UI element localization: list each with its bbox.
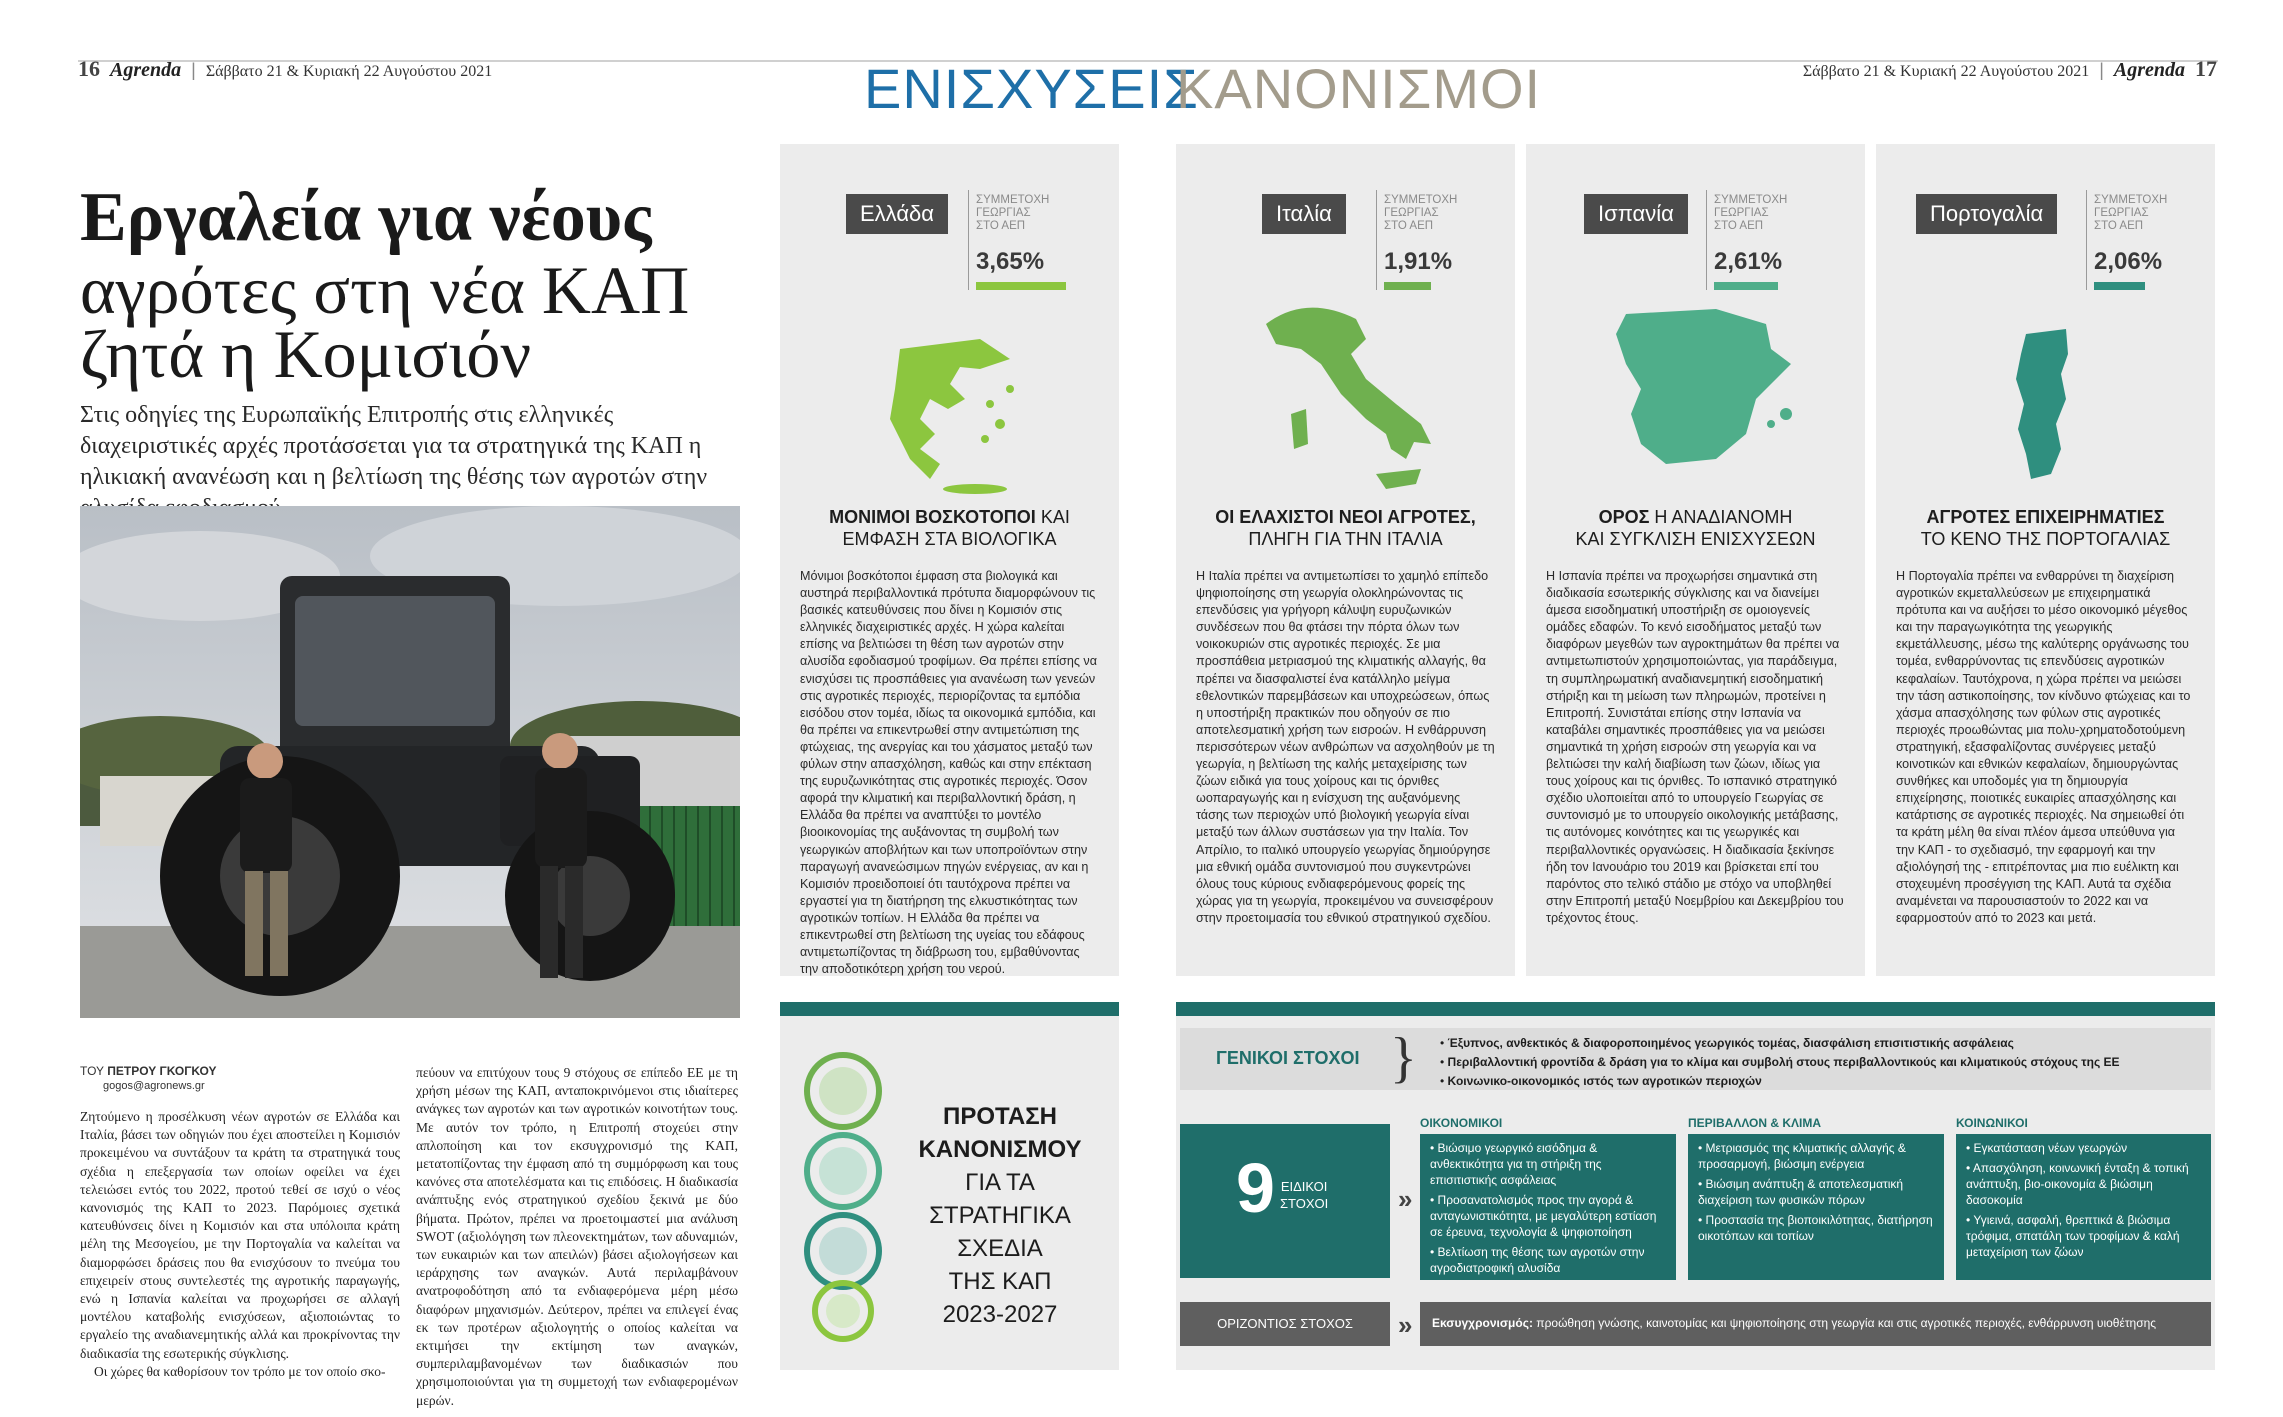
general-goal-item: • Έξυπνος, ανθεκτικός & διαφοροποιημένος γεωργικός τομέας, διασφάλιση επισιτιστικής ασφάλειας [1440,1036,2014,1050]
col-box-social [1956,1134,2211,1280]
badge-divider [2086,190,2087,290]
share-label [976,194,1049,233]
masthead-right: Agrenda [2113,59,2185,81]
panel-text-greece: Μόνιμοι βοσκότοποι έμφαση στα βιολογικά και αυστηρά περιβαλλοντικά πρότυπα διαμορφώνουν τις βασικές κατευθύνσεις που δίνει η Κομισιόν στις ελληνικές διαχειριστικές αρχές. Η χώρα καλείται επίσης να βελτιώσει τη θέση των αγροτών στην αλυσίδα εφοδιασμού τροφίμων. Θα πρέπει επίσης να ενισχύσει τις προσπάθειες για ανανέωση των γενεών στις αγροτικές περιοχές, περιορίζοντας τα εμπόδια εισόδου στον τομέα, ιδίως τα οικονομικά εμπόδια, και θα πρέπει να επικεντρωθεί στην αντιμετώπιση της φτώχειας, της ανεργίας και του χάσματος μεταξύ των φύλων στην απασχόληση, καθώς και στην επέκταση της ευρυζωνικότητας στις αγροτικές περιοχές. Όσον αφορά την κλιματική και περιβαλλοντική δράση, η Ελλάδα θα πρέπει να αναπτύξει το μοντέλο βιοοικονομίας της αυξάνοντας τη συμβολή των γεωργικών αποβλήτων και των υποπροϊόντων στην παραγωγή ανανεώσιμων πηγών ενέργειας, αν και η Κομισιόν προειδοποιεί ότι ταυτόχρονα πρέπει να εργαστεί για τη διατήρηση της ελκυστικότητας των αγροτικών τοπίων. Η Ελλάδα θα πρέπει να επικεντρωθεί στη βελτίωση της υγείας του εδάφους αντιμετωπίζοντας τη διάβρωση του, εμβαθύνοντας την αποδοτικότερη χρήση του νερού. [800,569,1097,977]
panel-title-rest: Η ΑΝΑΔΙΑΝΟΜΗ [1649,507,1793,527]
left-page-header [78,56,492,82]
general-goal-item: • Κοινωνικο-οικονομικός ιστός των αγροτικών περιοχών [1440,1074,1762,1088]
byline-name: ΠΕΤΡΟΥ ΓΚΟΓΚΟΥ [107,1064,217,1078]
date-right: Σάββατο 21 & Κυριακή 22 Αυγούστου 2021 [1802,63,2090,80]
share-label-line-1: ΣΥΜΜΕΤΟΧΗ [976,194,1050,206]
proposal-box [780,1016,1119,1370]
share-bar-portugal [2094,282,2145,290]
share-bar-spain [1714,282,1778,290]
col-label-social: ΚΟΙΝΩΝΙΚΟΙ [1956,1116,2028,1130]
specific-goals-label [1280,1178,1328,1212]
proposal-title-line-7: 2023-2027 [942,1301,1058,1328]
proposal-title-line-4: ΣΤΡΑΤΗΓΙΚΑ [929,1202,1071,1229]
article-paragraph-2: Οι χώρες θα καθορίσουν τον τρόπο με τον οποίο σκο- [94,1363,386,1379]
col-label-environment: ΠΕΡΙΒΑΛΛΟΝ & ΚΛΙΜΑ [1688,1116,1822,1130]
goal-item-text: Βελτίωση της θέσης των αγροτών στην αγροδιατροφική αλυσίδα [1430,1245,1645,1275]
panel-title-bold: ΟΡΟΣ [1598,507,1650,527]
proposal-title-line-2: ΚΑΝΟΝΙΣΜΟΥ [918,1136,1082,1163]
brace-icon: } [1390,1027,1417,1089]
horizontal-goal-text [1432,1316,2202,1330]
right-page-header [1803,56,2217,82]
article-column-2: πεύουν να επιτύχουν τους 9 στόχους σε επίπεδο ΕΕ με τη χρήση μέσων της ΚΑΠ, ανταποκρινόμενοι στις ιδιαίτερες ανάγκες των αγροτών και των αγροτικών κοινοτήτων τους. Με αυτόν τον τρόπο, η Επιτροπή στοχεύει στην απλοποίηση και τον εκσυγχρονισμό της ΚΑΠ, μετατοπίζοντας την έμφαση από τη συμμόρφωση και τους κανόνες στα αποτελέσματα και τις επιδόσεις. Η διαδικασία ανάπτυξης ενός στρατηγικού σχεδίου ξεκινά με δύο βήματα. Πρώτον, πρέπει να προετοιμαστεί μια ανάλυση SWOT (αξιολόγηση των πλεονεκτημάτων, των αδυναμιών, των ευκαιριών και των απειλών) βάσει αξιολογήσεων και ιεράρχησης των αναγκών. Αυτά περιλαμβάνουν ανατροφοδότηση από τα ενδιαφερόμενα μέρη μέσω διαφόρων μηχανισμών. Δεύτερον, πρέπει να επιλεγεί ένας εκ των προτέρων αξιολογητής ο οποίος καλείται να εκτιμήσει την εκτίμηση των αναγκών, συμπεριλαμβανομένων των διαδικασιών που χρησιμοποιούνται για τη συμμετοχή των ενδιαφερομένων μερών. [416,1065,738,1408]
general-goal-text: Περιβαλλοντική φροντίδα & δράση για το κλίμα και συμβολή στους περιβαλλοντικούς και κλιματικούς στόχους της ΕΕ [1447,1055,2120,1069]
panel-spain [1526,144,1865,976]
horizontal-goal-bold: Εκσυγχρονισμός: [1432,1316,1533,1330]
proposal-title-line-1: ΠΡΟΤΑΣΗ [943,1103,1057,1130]
headline-line-2: αγρότες στη νέα ΚΑΠ [80,252,690,328]
panel-title-portugal [1876,506,2215,550]
share-label [2094,194,2167,233]
panel-title-line-2: ΤΟ ΚΕΝΟ ΤΗΣ ΠΟΡΤΟΓΑΛΙΑΣ [1920,529,2171,549]
tractor-photo-illustration [80,506,740,1018]
article-column-1 [80,1108,400,1381]
byline-prefix: ΤΟΥ [80,1064,104,1078]
article-lede: Στις οδηγίες της Ευρωπαϊκής Επιτροπής στις ελληνικές διαχειριστικές αρχές προτάσσεται για τα στρατηγικά της ΚΑΠ η ηλικιακή ανανέωση και η βελτίωση της θέσης των αγροτών στην [80,402,708,490]
goal-item: • Υγιεινά, ασφαλή, θρεπτικά & βιώσιμα τρόφιμα, σπατάλη των τροφίμων & καλή μεταχείριση των ζώων [1966,1213,2180,1259]
share-label-line-3: ΣΤΟ ΑΕΠ [1384,220,1434,232]
share-value-spain: 2,61% [1714,248,1783,275]
horizontal-goal-rest: προώθηση γνώσης, καινοτομίας και ψηφιοποίησης στη γεωργία και στις αγροτικές περιοχές, ενθάρρυνση υιοθέτησης [1532,1316,2157,1330]
date-left: Σάββατο 21 & Κυριακή 22 Αυγούστου 2021 [205,63,493,80]
section-title-kanonismoi: ΚΑΝΟΝΙΣΜΟΙ [1176,57,1542,120]
col-box-economic [1420,1134,1676,1280]
share-label-line-2: ΓΕΩΡΓΙΑΣ [1714,207,1769,219]
goal-item: • Προσανατολισμός προς την αγορά & ανταγωνιστικότητα, με μεγαλύτερη εστίαση σε έρευνα, τεχνολογία & ψηφιοποίηση [1430,1193,1657,1239]
goals-box [1176,1016,2215,1370]
panel-title-italy [1176,506,1515,550]
goal-item: • Απασχόληση, κοινωνική ένταξη & τοπική ανάπτυξη, βιο-οικονομία & βιώσιμη δασοκομία [1966,1161,2189,1207]
article-paragraph-1: Ζητούμενο η προσέλκυση νέων αγροτών σε Ελλάδα και Ιταλία, βάσει των οδηγιών που έχει αποστείλει η Κομισιόν προκειμένου να συντάξουν τα κράτη τα στρατηγικά τους σχέδια η επεξεργασία των οποίων οφείλει να έχει τελειώσει εντός του 2022, προτού τεθεί σε ισχύ ο νέος κανονισμός της ΚΑΠ το 2023. Παρόμοιες σχετικά κατευθύνσεις δίνει η Κομισιόν και στα υπόλοιπα κράτη μέλη της Μεσογείου, με την Πορτογαλία να καλείται να διαμορφώσει δράσεις που θα ενισχύσουν το πνεύμα του επιχειρείν στους συντελεστές της αγροτικής παραγωγής, ενώ η Ισπανία καλείται να προχωρήσει σε αλλαγή μοντέλου καταβολής ενισχύσεων, αξιοποιώντας το εργαλείο της αναδιανεμητικής αλλά και προκρίνοντας την διαδικασία της εσωτερικής σύγκλισης. [80,1109,400,1361]
general-goals-list [1440,1034,2200,1091]
headline-bold: Εργαλεία για νέους [80,179,652,256]
panel-text-spain: Η Ισπανία πρέπει να προχωρήσει σημαντικά στη διαδικασία εσωτερικής σύγκλισης και να διανείμει άμεσα εισοδηματική υποστήριξη σε ομοιογενείς ομάδες εδαφών. Το κενό εισοδήματος μεταξύ των διαφόρων μεγεθών των αγροκτημάτων θα πρέπει να αντιμετωπιστούν χρησιμοποιώντας, για παράδειγμα, τη συμπληρωματική αναδιανεμητική εισοδηματική στήριξη και τη μείωση των πληρωμών, προτείνει η Επιτροπή. Συνιστάται επίσης στην Ισπανία να καταβάλει σημαντικές προσπάθειες για να μειώσει σημαντικά τη χρήση εισροών στη γεωργία και να βελτιώσει την καλή διαβίωση των ζώων, ιδίως για τους χοίρους και τις όρνιθες. Το ισπανικό στρατηγικό σχέδιο υλοποιείται από το υπουργείο Γεωργίας σε συντονισμό με το υπουργείο οικολογικής μετάβασης, τις αυτόνομες κοινότητες και τις γεωργικές και περιβαλλοντικές οργανώσεις. Η διαδικασία ξεκίνησε ήδη τον Ιανουάριο του 2019 και βρίσκεται επί του παρόντος στο τελικό στάδιο με στόχο να υποβληθεί στην Επιτροπή μεταξύ Νοεμβρίου και Δεκεμβρίου του τρέχοντος έτους. [1546,569,1844,925]
goal-item: • Βελτίωση της θέσης των αγροτών στην αγροδιατροφική αλυσίδα [1430,1245,1645,1275]
goal-item: • Προστασία της βιοποικιλότητας, διατήρηση οικοτόπων και τοπίων [1698,1213,1933,1243]
share-label-line-1: ΣΥΜΜΕΤΟΧΗ [2094,194,2168,206]
proposal-title [900,1100,1100,1331]
general-goals-label: ΓΕΝΙΚΟΙ ΣΤΟΧΟΙ [1216,1048,1360,1068]
share-label-line-2: ΓΕΩΡΓΙΑΣ [2094,207,2149,219]
share-label [1714,194,1787,233]
share-label-line-1: ΣΥΜΜΕΤΟΧΗ [1384,194,1458,206]
share-label-line-3: ΣΤΟ ΑΕΠ [1714,220,1764,232]
share-label-line-2: ΓΕΩΡΓΙΑΣ [976,207,1031,219]
proposal-title-line-6: ΤΗΣ ΚΑΠ [948,1268,1052,1295]
header-separator: | [2099,60,2104,80]
byline [80,1064,217,1078]
goal-item-text: Βιώσιμη ανάπτυξη & αποτελεσματική διαχείριση των φυσικών πόρων [1698,1177,1904,1207]
country-badge-portugal: Πορτογαλία [1916,194,2057,234]
panel-title-line-2: ΚΑΙ ΣΥΓΚΛΙΣΗ ΕΝΙΣΧΥΣΕΩΝ [1575,529,1816,549]
goal-item: • Βιώσιμο γεωργικό εισόδημα & ανθεκτικότητα για τη στήριξη της επισιτιστικής ασφάλειας [1430,1141,1602,1187]
goal-item: • Εγκατάσταση νέων γεωργών [1966,1141,2128,1155]
goal-item: • Μετριασμός της κλιματικής αλλαγής & προσαρμογή, βιώσιμη ενέργεια [1698,1141,1906,1171]
goals-top-bar [1176,1002,2215,1016]
proposal-title-line-5: ΣΧΕΔΙΑ [957,1235,1043,1262]
section-title-enischyseis: ΕΝΙΣΧΥΣΕΙΣ [864,57,1199,120]
goal-item-text: Προσανατολισμός προς την αγορά & ανταγωνιστικότητα, με μεγαλύτερη εστίαση σε έρευνα, τεχνολογία & ψηφιοποίηση [1430,1193,1657,1239]
map-spain-icon [1596,294,1806,484]
specific-goals-label-2: ΣΤΟΧΟΙ [1280,1196,1329,1211]
country-badge-greece: Ελλάδα [846,194,948,234]
masthead-left: Agrenda [110,59,182,81]
panel-title-rest: ΚΑΙ [1035,507,1070,527]
panel-title-bold: ΑΓΡΟΤΕΣ ΕΠΙΧΕΙΡΗΜΑΤΙΕΣ [1926,507,2165,527]
page-number-right: 17 [2195,56,2217,81]
goal-item-text: Βιώσιμο γεωργικό εισόδημα & ανθεκτικότητα για τη στήριξη της επισιτιστικής ασφάλειας [1430,1141,1602,1187]
col-label-economic: ΟΙΚΟΝΟΜΙΚΟΙ [1420,1116,1503,1130]
badge-divider [1376,190,1377,290]
map-greece-icon [860,329,1040,499]
panel-title-bold: ΜΟΝΙΜΟΙ ΒΟΣΚΟΤΟΠΟΙ [829,507,1036,527]
panel-greece [780,144,1119,976]
share-label-line-3: ΣΤΟ ΑΕΠ [2094,220,2144,232]
article-photo [80,506,740,1018]
share-value-italy: 1,91% [1384,248,1453,275]
proposal-top-bar [780,1002,1119,1016]
goal-item-text: Απασχόληση, κοινωνική ένταξη & τοπική ανάπτυξη, βιο-οικονομία & βιώσιμη δασοκομία [1966,1161,2189,1207]
byline-email: gogos@agronews.gr [103,1080,205,1092]
panel-title-bold: ΟΙ ΕΛΑΧΙΣΤΟΙ ΝΕΟΙ ΑΓΡΟΤΕΣ, [1215,507,1476,527]
goal-item-text: Προστασία της βιοποικιλότητας, διατήρηση οικοτόπων και τοπίων [1698,1213,1933,1243]
panel-portugal [1876,144,2215,976]
panel-title-greece [780,506,1119,550]
general-goal-item: • Περιβαλλοντική φροντίδα & δράση για το κλίμα και συμβολή στους περιβαλλοντικούς και κλιματικούς στόχους της ΕΕ [1440,1055,2120,1069]
panel-title-spain [1526,506,1865,550]
goal-item-text: Υγιεινά, ασφαλή, θρεπτικά & βιώσιμα τρόφιμα, σπατάλη των τροφίμων & καλή μεταχείριση των ζώων [1966,1213,2180,1259]
panel-title-line-2: ΠΛΗΓΗ ΓΙΑ ΤΗΝ ΙΤΑΛΙΑ [1248,529,1443,549]
panel-title-line-2: ΕΜΦΑΣΗ ΣΤΑ ΒΙΟΛΟΓΙΚΑ [842,529,1057,549]
panel-text-portugal: Η Πορτογαλία πρέπει να ενθαρρύνει τη διαχείριση αγροτικών εκμεταλλεύσεων με επιχειρηματικά πρότυπα και να αυξήσει το μέσο οικονομικό μέγεθος και την παραγωγικότητα της γεωργικής εκμετάλλευσης, μέσω της καλύτερης οργάνωσης του τομέα, ενθαρρύνοντας τις επενδύσεις αγροτικών κεφαλαίων. Ταυτόχρονα, η χώρα πρέπει να μειώσει την τάση αστικοποίησης, τον κίνδυνο φτώχειας και το χάσμα απασχόλησης των φύλων στις αγροτικές περιοχές προωθώντας μια πολυ-χρηματοδοτούμενη στρατηγική, εξασφαλίζοντας συνέργειες μεταξύ κοινοτικών και εθνικών κεφαλαίων, δημιουργώντας συνθήκες και υποδομές για τη δημιουργία επιχείρησης, ποιοτικές ευκαιρίες απασχόλησης και κατάρτισης σε αγροτικές περιοχές. Να σημειωθεί ότι τα κράτη μέλη θα είναι πλέον άμεσα υπεύθυνα για την ΚΑΠ - το σχεδιασμό, την εφαρμογή και την αξιολόγησή της - επιτρέποντας μια πιο ευέλικτη και στοχευμένη προσέγγιση της ΚΑΠ. Αυτά τα σχέδια αναμένεται να παρουσιαστούν το 2022 και να εφαρμοστούν από το 2023 και μετά. [1896,569,2191,925]
goal-item-text: Εγκατάσταση νέων γεωργών [1973,1141,2128,1155]
specific-goals-label-1: ΕΙΔΙΚΟΙ [1280,1179,1328,1194]
map-portugal-icon [2006,324,2086,494]
chevron-right-icon: » [1398,1184,1413,1214]
country-badge-spain: Ισπανία [1584,194,1688,234]
page-number-left: 16 [78,56,100,81]
header-separator: | [191,60,196,80]
goal-item: • Βιώσιμη ανάπτυξη & αποτελεσματική διαχείριση των φυσικών πόρων [1698,1177,1904,1207]
panel-italy [1176,144,1515,976]
share-value-greece: 3,65% [976,248,1045,275]
country-badge-italy: Ιταλία [1262,194,1346,234]
horizontal-goal-label: ΟΡΙΖΟΝΤΙΟΣ ΣΤΟΧΟΣ [1217,1316,1353,1331]
share-label-line-3: ΣΤΟ ΑΕΠ [976,220,1026,232]
chevron-right-icon: » [1398,1310,1413,1340]
specific-goals-number: 9 [1236,1149,1275,1227]
col-box-environment [1688,1134,1944,1280]
panel-text-italy: Η Ιταλία πρέπει να αντιμετωπίσει το χαμηλό επίπεδο ψηφιοποίησης στη γεωργία ολοκληρώνοντας τις επενδύσεις για γρήγορη κάλυψη ευρυζωνικών συνδέσεων που θα φτάσει την πόρτα όλων των νοικοκυριών στις αγροτικές περιοχές. Σε μια προσπάθεια μετριασμού της κλιματικής αλλαγής, θα πρέπει να διασφαλιστεί ένα κατάλληλο μείγμα εθελοντικών παρεμβάσεων και υποχρεώσεων, όπως η υποστήριξη πρακτικών που οδηγούν σε πιο αποτελεσματική χρήση των εισροών. Η ενθάρρυνση περισσότερων νέων ανθρώπων να ασχοληθούν με τη γεωργία, η βελτίωση της καλής μεταχείρισης των ζώων ειδικά για τους χοίρους και τις όρνιθες ωοπαραγωγής και η ενίσχυση της αυξανόμενης τάσης των περιοχών υπό βιολογική γεωργία είναι μεταξύ των άλλων συστάσεων για την Ιταλία. Τον Απρίλιο, το ιταλικό υπουργείο γεωργίας δημιούργησε μια εθνική ομάδα συντονισμού που συγκεντρώνει όλους τους κύριους ενδιαφερόμενους φορείς της χώρας για τη γεωργία, προκειμένου να συνεισφέρουν στην προετοιμασία του εθνικού στρατηγικού σχεδίου. [1196,569,1495,925]
proposal-title-line-3: ΓΙΑ ΤΑ [965,1169,1035,1196]
goal-item-text: Μετριασμός της κλιματικής αλλαγής & προσαρμογή, βιώσιμη ενέργεια [1698,1141,1906,1171]
share-bar-greece [976,282,1066,290]
headline-line-3: ζητά η Κομισιόν [80,316,532,392]
share-label-line-2: ΓΕΩΡΓΙΑΣ [1384,207,1439,219]
badge-divider [968,190,969,290]
share-value-portugal: 2,06% [2094,248,2163,275]
cap-illustration-icon [798,1046,888,1346]
badge-divider [1706,190,1707,290]
general-goal-text: Κοινωνικο-οικονομικός ιστός των αγροτικών περιοχών [1447,1074,1762,1088]
general-goal-text: Έξυπνος, ανθεκτικός & διαφοροποιημένος γεωργικός τομέας, διασφάλιση επισιτιστικής ασφάλειας [1447,1036,2014,1050]
map-italy-icon [1246,284,1446,504]
share-label-line-1: ΣΥΜΜΕΤΟΧΗ [1714,194,1788,206]
share-label [1384,194,1457,233]
